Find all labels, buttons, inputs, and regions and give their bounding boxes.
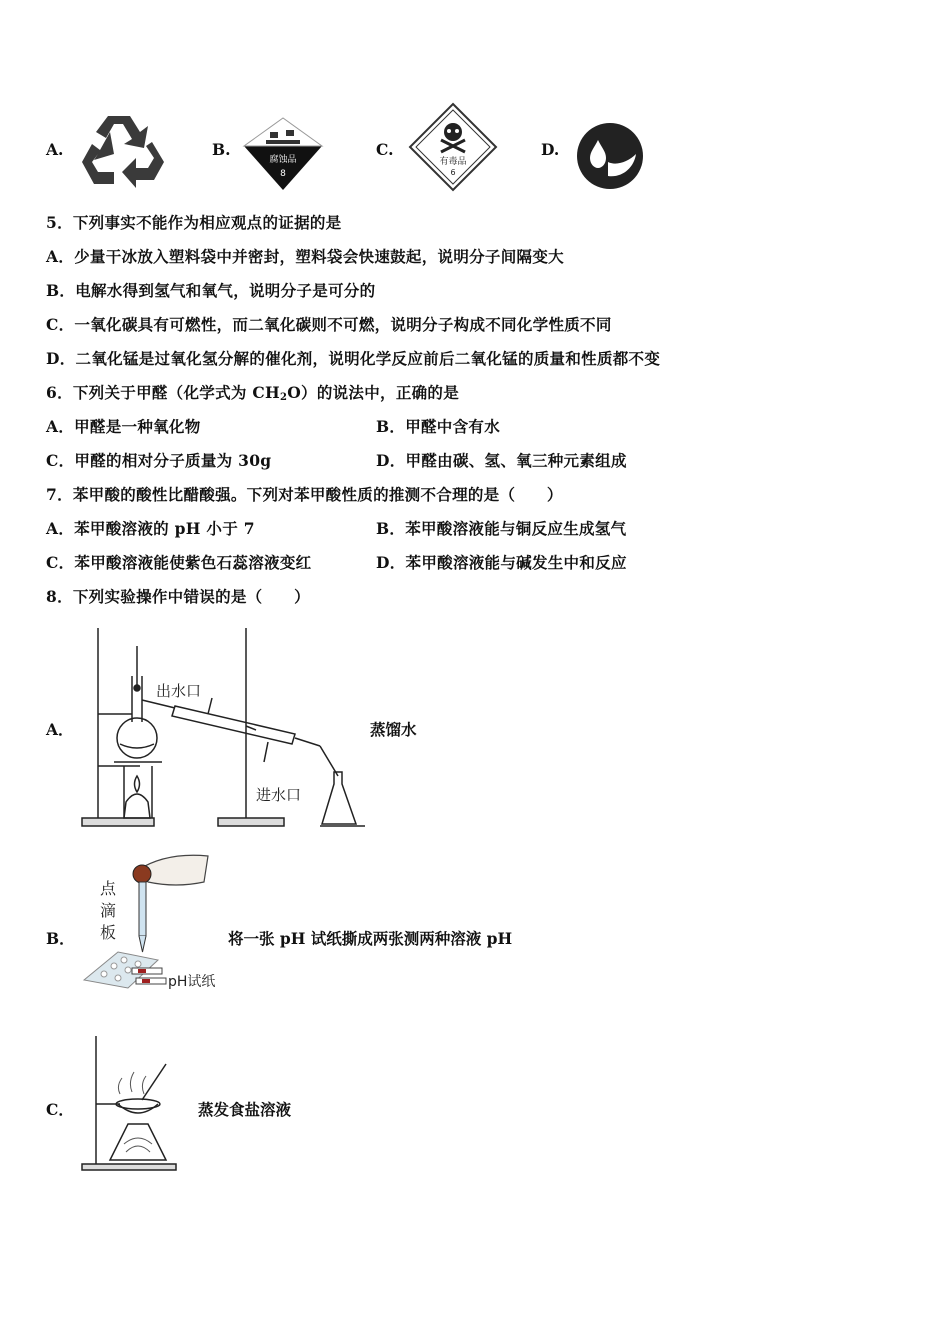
q6-stem <box>46 381 459 403</box>
water-inlet-label: 进水口 <box>256 786 302 804</box>
q8-option-b-label: B． <box>46 929 75 948</box>
q5-option-c: C．一氧化碳具有可燃性，而二氧化碳则不可燃，说明分子构成不同化学性质不同 <box>46 315 612 334</box>
corrosive-sign-icon <box>240 116 326 192</box>
icon-option-a-label: A. <box>46 140 64 159</box>
distillation-apparatus-diagram <box>80 626 370 832</box>
spot-plate-label-1: 点 <box>100 879 117 898</box>
q8-option-c-label: C． <box>46 1100 74 1119</box>
q5-option-b: B．电解水得到氢气和氧气，说明分子是可分的 <box>46 281 376 300</box>
q8-option-c-caption: 蒸发食盐溶液 <box>198 1100 292 1119</box>
q6-option-b: B．甲醛中含有水 <box>376 417 501 436</box>
q6-option-a: A．甲醛是一种氧化物 <box>46 417 201 436</box>
spot-plate-label-2: 滴 <box>100 901 117 920</box>
q8-option-b-caption: 将一张 pH 试纸撕成两张测两种溶液 pH <box>228 929 513 948</box>
spot-plate-label-3: 板 <box>100 923 117 942</box>
poison-sign-number: 6 <box>450 168 456 177</box>
corrosive-sign-text: 腐蚀品 <box>269 155 297 165</box>
icon-option-d-label: D. <box>541 140 560 159</box>
water-outlet-label: 出水口 <box>156 682 202 700</box>
q5-stem: 5．下列事实不能作为相应观点的证据的是 <box>46 213 342 232</box>
q7-option-b: B．苯甲酸溶液能与铜反应生成氢气 <box>376 519 627 538</box>
q8-option-a-caption: 蒸馏水 <box>370 720 417 739</box>
q7-stem: 7．苯甲酸的酸性比醋酸强。下列对苯甲酸性质的推测不合理的是（ ） <box>46 485 563 504</box>
q6-option-c: C．甲醛的相对分子质量为 30g <box>46 451 272 470</box>
corrosive-sign-number: 8 <box>280 169 286 179</box>
recycle-icon <box>78 112 166 190</box>
q8-stem: 8．下列实验操作中错误的是（ ） <box>46 587 310 606</box>
q6-option-d: D．甲醛由碳、氢、氧三种元素组成 <box>376 451 627 470</box>
q5-option-a: A．少量干冰放入塑料袋中并密封，塑料袋会快速鼓起，说明分子间隔变大 <box>46 247 564 266</box>
icon-option-b-label: B. <box>212 140 231 159</box>
q5-option-d: D．二氧化锰是过氧化氢分解的催化剂，说明化学反应前后二氧化锰的质量和性质都不变 <box>46 349 661 368</box>
q6-stem-subscript: 2 <box>279 392 288 403</box>
q7-option-d: D．苯甲酸溶液能与碱发生中和反应 <box>376 553 627 572</box>
evaporation-diagram <box>80 1034 180 1174</box>
ph-paper-label: pH试纸 <box>168 974 216 990</box>
poison-sign-icon <box>408 102 498 192</box>
water-saving-icon <box>576 122 644 190</box>
icon-option-c-label: C. <box>376 140 394 159</box>
q6-stem-after: O）的说法中，正确的是 <box>287 383 460 402</box>
q7-option-a: A．苯甲酸溶液的 pH 小于 7 <box>46 519 255 538</box>
q7-option-c: C．苯甲酸溶液能使紫色石蕊溶液变红 <box>46 553 312 572</box>
q6-stem-before: 6．下列关于甲醛（化学式为 CH <box>46 383 280 402</box>
q8-option-a-label: A． <box>46 720 74 739</box>
ph-test-diagram <box>78 848 238 996</box>
poison-sign-text: 有毒品 <box>439 157 467 167</box>
